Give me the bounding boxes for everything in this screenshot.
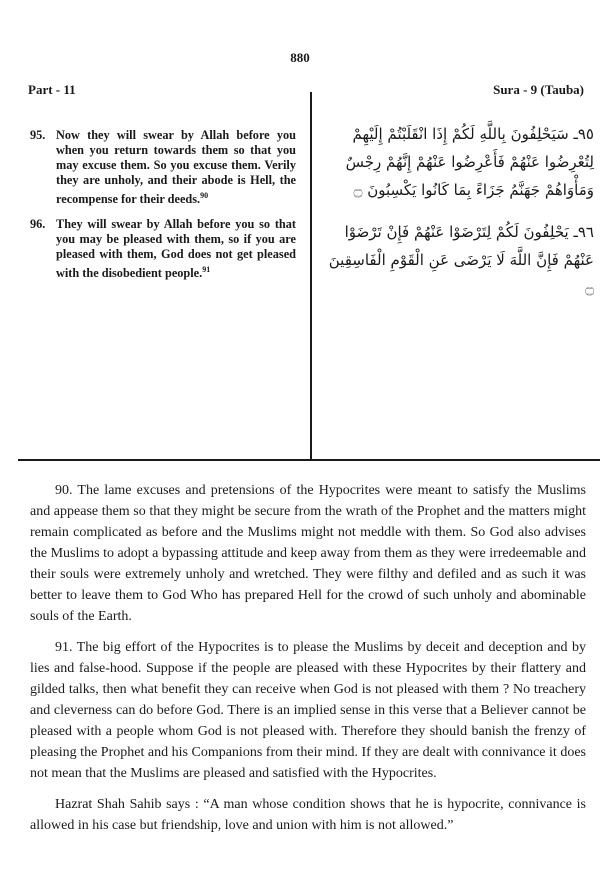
footnote-ref-90: 90	[200, 191, 209, 200]
column-divider	[310, 92, 312, 459]
arabic-verses	[322, 120, 594, 316]
verse-number: 96.	[30, 217, 46, 232]
footnote-90: 90. The lame excuses and pretensions of the Hypocrites were meant to satisfy the Muslims and appease them so that they might be secure from the wrath of the Prophet and the matters might remain complicated as before and the Muslims might not meddle with them. So God also advises the Muslims to adopt a bypassing attitude and keep away from them as they were irredeemable and their souls were extremely unholy and wretched. They were filthy and defiled and as such it was better to leave them to God Who has prepared Hell for the crowd of such unholy and abominable souls of the Earth.	[30, 483, 586, 624]
verse-text	[56, 217, 296, 281]
part-label: Part - 11	[28, 82, 76, 97]
footnotes	[30, 480, 586, 846]
section-divider	[18, 459, 600, 461]
verse-text	[56, 128, 296, 207]
footnote-quote: Hazrat Shah Sahib says : “A man whose condition shows that he is hypocrite, connivance is allowed in his case but friendship, love and union with him is not allowed.”	[30, 797, 586, 833]
footnote-ref-91: 91	[202, 265, 211, 275]
verse-number: 95.	[30, 128, 46, 142]
verse-96-arabic: ٩٦ـ يَحْلِفُونَ لَكُمْ لِتَرْضَوْا عَنْهُمْ فَإِنْ تَرْضَوْا عَنْهُمْ فَإِنَّ اللَّهَ لَا يَرْضَى عَنِ الْقَوْمِ الْفَاسِقِينَ ۝	[328, 223, 594, 297]
english-verses	[30, 128, 296, 291]
verse-95-arabic: ٩٥ـ سَيَحْلِفُونَ بِاللَّهِ لَكُمْ إِذَا انْقَلَبْتُمْ إِلَيْهِمْ لِتُعْرِضُوا عَنْهُمْ فَأَعْرِضُوا عَنْهُمْ إِنَّهُمْ رِجْسٌ وَمَأْوَاهُمْ جَهَنَّمُ جَزَاءً بِمَا كَانُوا يَكْسِبُونَ ۝	[345, 125, 594, 199]
sura-label: Sura - 9 (Tauba)	[493, 82, 584, 97]
verse-text-body: Now they will swear by Allah before you when you return towards them so that you may excuse them. So you excuse them. Verily they are unholy, and their abode is Hell, the recompense for their deeds.	[56, 128, 296, 207]
page-number: 880	[290, 50, 310, 65]
verse-96-english	[30, 217, 296, 281]
verse-text-body: They will swear by Allah before you so that you may be pleased with them, so if you are pleased with them, God does not get pleased with the disobedient people.	[56, 217, 296, 281]
verse-95-english	[30, 128, 296, 207]
footnote-91: 91. The big effort of the Hypocrites is to please the Muslims by deceit and deception and by lies and false-hood. Suppose if the people are pleased with these Hypocrites by their flattery and gilded talks, then what benefit they can receive when God is not pleased with them ? No treachery and cleverness can do before God. There is an implied sense in this verse that a Believer cannot be pleased with a people whom God is not pleased with. Therefore they should banish the frenzy of pleasing the Prophet and his Companions from their mind. If they are dealt with connivance it does not mean that the Muslims are pleased and satisfied with the Hypocrites.	[30, 640, 586, 781]
